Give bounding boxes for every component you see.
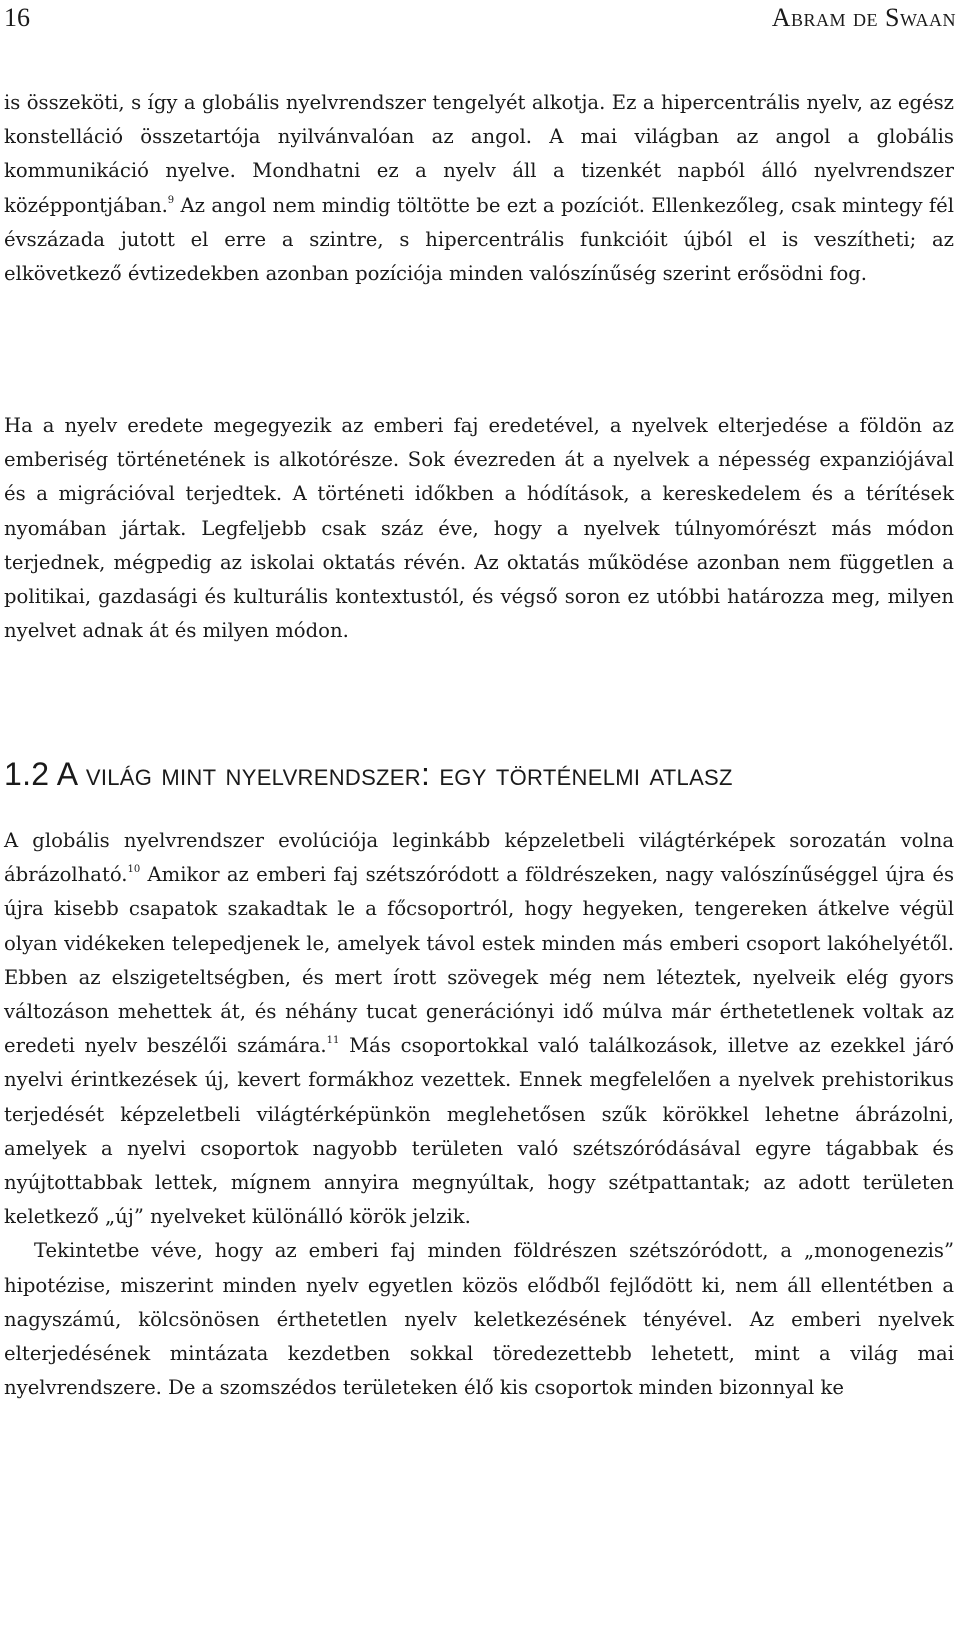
paragraph-text: Az angol nem mindig töltötte be ezt a pozíciót. Ellenkezőleg, csak mintegy fél évszázada jutott el erre a szintre, s hipercentrális funkcióit újból el is veszítheti; az elkövetkező évtizedekben azonban pozíciója minden valószínűség szerint erősödni fog. xyxy=(4,193,954,286)
paragraph-text: A globális nyelvrendszer evolúciója leginkább képzeletbeli világtérképek sorozatán volna ábrázolható. xyxy=(4,829,954,887)
running-author: Abram de Swaan xyxy=(771,3,956,32)
section-heading: 1.2 A világ mint nyelvrendszer: egy történelmi atlasz xyxy=(4,756,733,792)
paragraph-3 xyxy=(4,824,954,1234)
section-body xyxy=(4,824,954,1405)
paragraph-text: Amikor az emberi faj szétszóródott a földrészeken, nagy valószínűséggel újra és újra kisebb csapatok szakadtak le a főcsoportról, hogy hegyeken, tengereken átkelve végül olyan vidékeken telepedjenek le, amelyek távol estek minden más emberi csoport lakóhelyétől. Ebben az elszigeteltségben, és mert írott szövegek még nem léteztek, nyelveik elég gyors változáson mehettek át, és néhány tucat generációnyi idő múlva már érthetetlenek voltak az eredeti nyelv beszélői számára. xyxy=(4,863,954,1058)
paragraph-1 xyxy=(4,86,954,291)
footnote-marker: 10 xyxy=(127,864,141,876)
paragraph-4 xyxy=(4,1234,954,1405)
footnote-marker: 11 xyxy=(326,1035,340,1047)
paragraph-text: is összeköti, s így a globális nyelvrendszer tengelyét alkotja. Ez a hipercentrális nyelv, az egész konstelláció összetartója nyilvánvalóan az angol. A mai világban az angol a globális kommunikáció nyelve. Mondhatni ez a nyelv áll a tizenkét napból álló nyelvrendszer középpontjában. xyxy=(4,91,954,217)
paragraph-text: Más csoportokkal való találkozások, illetve az ezekkel járó nyelvi érintkezések új, kevert formákhoz vezettek. Ennek megfelelően a nyelvek prehistorikus terjedését képzeletbeli világtérképünkön meglehetősen szűk körökkel lehetne ábrázolni, amelyek a nyelvi csoportok nagyobb területen való szétszóródásával egyre tágabbak és nyújtottabbak lettek, mígnem annyira megnyúltak, hogy szétpattantak; az adott területen keletkező „új” nyelveket különálló körök jelzik. xyxy=(4,1034,955,1229)
running-head xyxy=(4,3,956,43)
paragraph-text: Ha a nyelv eredete megegyezik az emberi faj eredetével, a nyelvek elterjedése a földön az emberiség történetének is alkotórésze. Sok évezreden át a nyelvek a népesség expanziójával és a migrációval terjedtek. A történeti időkben a hódítások, a kereskedelem és a térítések nyomában jártak. Legfeljebb csak száz éve, hogy a nyelvek túlnyomórészt más módon terjednek, mégpedig az iskolai oktatás révén. Az oktatás működése azonban nem független a politikai, gazdasági és kulturális kontextustól, és végső soron ez utóbbi határozza meg, milyen nyelvet adnak át és milyen módon. xyxy=(4,414,954,643)
page-number: 16 xyxy=(4,3,30,32)
footnote-marker: 9 xyxy=(167,194,175,206)
paragraph-text: Tekintetbe véve, hogy az emberi faj minden földrészen szétszóródott, a „monogenezis” hipotézise, miszerint minden nyelv egyetlen közös elődből fejlődött ki, nem áll ellentétben a nagyszámú, kölcsönösen érthetetlen nyelv keletkezésének tényével. Az emberi nyelvek elterjedésének mintázata kezdetben sokkal töredezettebb lehetett, mint a világ mai nyelvrendszere. De a szomszédos területeken élő kis csoportok minden bizonnyal ke xyxy=(4,1239,954,1400)
paragraph-2 xyxy=(4,409,954,648)
